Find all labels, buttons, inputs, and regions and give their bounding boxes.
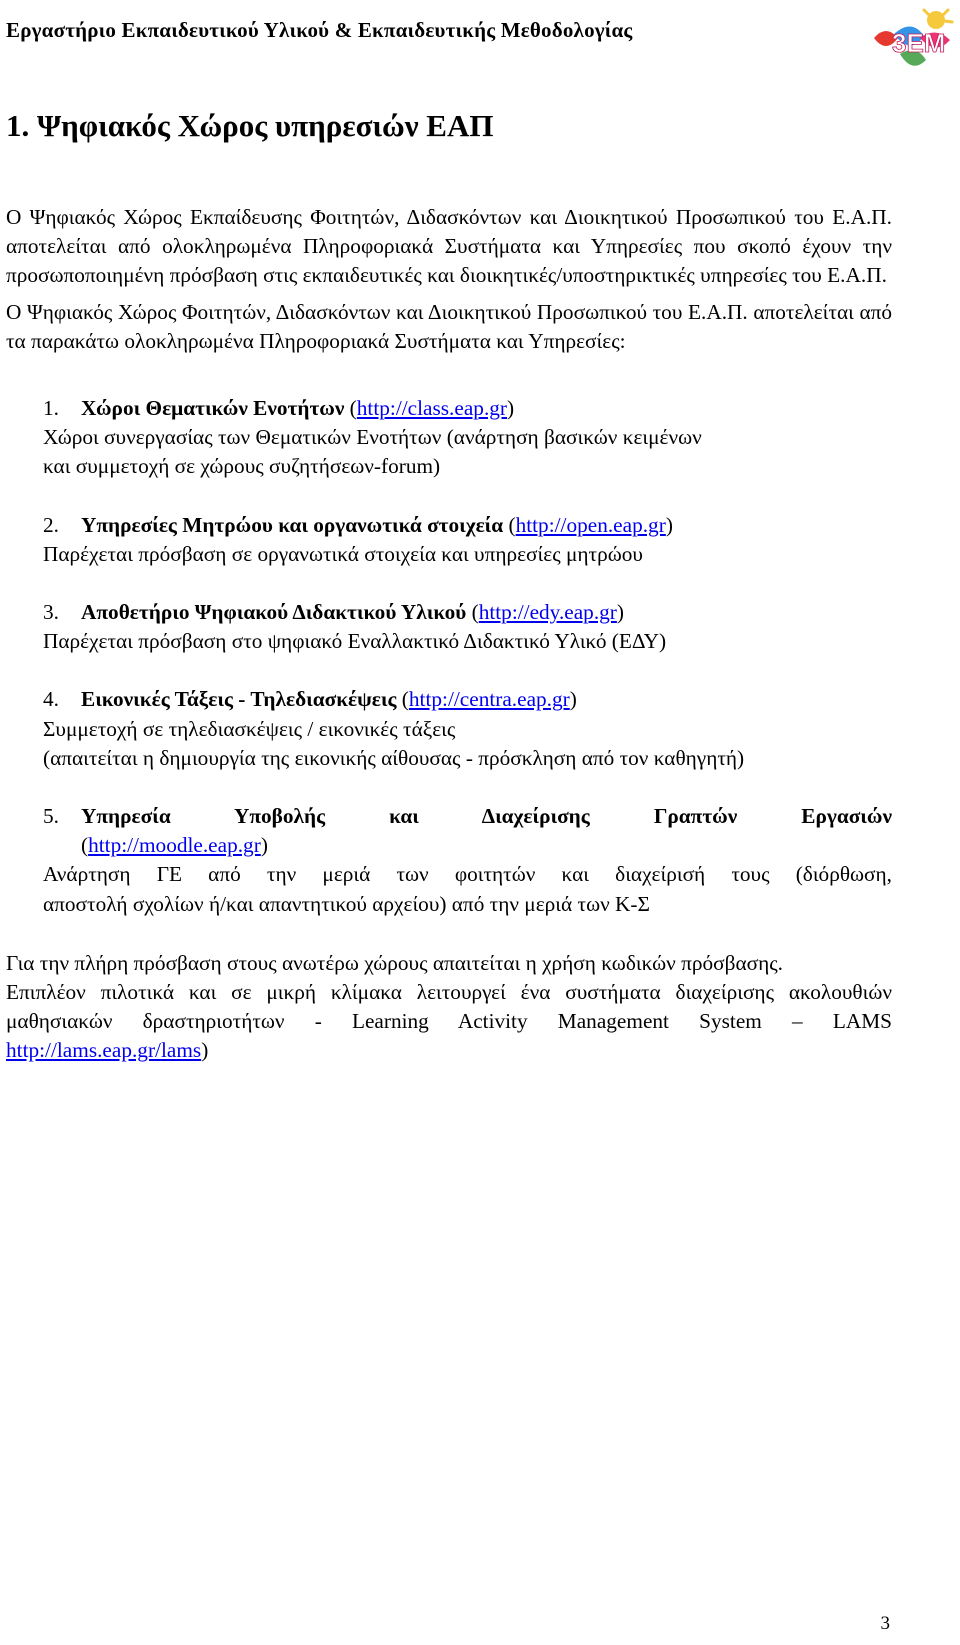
service-description: Παρέχεται πρόσβαση σε οργανωτικά στοιχεία και υπηρεσίες μητρώου — [43, 541, 643, 566]
service-description: Παρέχεται πρόσβαση στο ψηφιακό Εναλλακτικό Διδακτικό Υλικό (ΕΔΥ) — [43, 629, 667, 654]
service-name: Υπηρεσία Υποβολής και Διαχείρισης Γραπτών Εργασιών — [81, 804, 892, 829]
service-number: 1. — [43, 396, 59, 421]
service-description: και συμμετοχή σε χώρους συζητήσεων-forum) — [43, 454, 441, 479]
services-list — [6, 394, 892, 919]
service-link[interactable]: http://open.eap.gr — [515, 512, 666, 537]
list-item: 4. Εικονικές Τάξεις - Τηλεδιασκέψεις (http://centra.eap.gr) Συμμετοχή σε τηλεδιασκέψεις / εικονικές τάξεις (απαιτείται η δημιουργία της εικονικής αίθουσας - πρόσκληση από τον καθηγητή) — [6, 685, 892, 773]
list-item: 2. Υπηρεσίες Μητρώου και οργανωτικά στοιχεία (http://open.eap.gr) Παρέχεται πρόσβαση σε οργανωτικά στοιχεία και υπηρεσίες μητρώου — [6, 511, 892, 569]
lab-logo — [864, 4, 960, 84]
service-name: Αποθετήριο Ψηφιακού Διδακτικού Υλικού — [81, 600, 467, 625]
service-number: 4. — [43, 687, 59, 712]
page-number: 3 — [880, 1613, 890, 1634]
service-link[interactable]: http://edy.eap.gr — [478, 600, 617, 625]
service-name: Χώροι Θεματικών Ενοτήτων — [81, 396, 345, 421]
service-name: Υπηρεσίες Μητρώου και οργανωτικά στοιχεία — [81, 512, 504, 537]
document-body — [6, 203, 892, 1066]
lams-link[interactable]: http://lams.eap.gr/lams — [6, 1038, 202, 1063]
lams-paragraph — [6, 978, 892, 1066]
section-heading: 1. Ψηφιακός Χώρος υπηρεσιών ΕΑΠ — [6, 108, 494, 143]
access-paragraph: Για την πλήρη πρόσβαση στους ανωτέρω χώρους απαιτείται η χρήση κωδικών πρόσβασης. — [6, 950, 783, 975]
logo-text: 3ΕΜ — [892, 28, 946, 58]
header-title: Εργαστήριο Εκπαιδευτικού Υλικού & Εκπαιδευτικής Μεθοδολογίας — [6, 18, 633, 42]
list-item: 3. Αποθετήριο Ψηφιακού Διδακτικού Υλικού (http://edy.eap.gr) Παρέχεται πρόσβαση στο ψηφιακό Εναλλακτικό Διδακτικό Υλικό (ΕΔΥ) — [6, 598, 892, 656]
service-description: αποστολή σχολίων ή/και απαντητικού αρχείου) από την μεριά των Κ-Σ — [43, 891, 650, 916]
service-description: Χώροι συνεργασίας των Θεματικών Ενοτήτων (ανάρτηση βασικών κειμένων — [43, 425, 702, 450]
service-number: 2. — [43, 512, 59, 537]
service-link[interactable]: http://centra.eap.gr — [408, 687, 570, 712]
page-header — [6, 14, 946, 86]
list-item: 5. Υπηρεσία Υποβολής και Διαχείρισης Γραπτών Εργασιών (http://moodle.eap.gr) Ανάρτηση ΓΕ από την μεριά των φοιτητών και διαχείρισή τους (διόρθωση, αποστολή σχολίων ή/και απαντητικού αρχείου) από την μεριά των Κ-Σ — [6, 802, 892, 919]
intro-paragraph-2: Ο Ψηφιακός Χώρος Φοιτητών, Διδασκόντων και Διοικητικού Προσωπικού του Ε.Α.Π. αποτελείται από τα παρακάτω ολοκληρωμένα Πληροφοριακά Συστήματα και Υπηρεσίες: — [6, 299, 892, 353]
service-number: 5. — [43, 804, 59, 829]
service-name: Εικονικές Τάξεις - Τηλεδιασκέψεις — [81, 687, 397, 712]
service-description: (απαιτείται η δημιουργία της εικονικής αίθουσας - πρόσκληση από τον καθηγητή) — [43, 745, 745, 770]
service-link[interactable]: http://class.eap.gr — [356, 396, 508, 421]
lams-closing-paren: ) — [201, 1038, 209, 1063]
service-number: 3. — [43, 600, 59, 625]
intro-paragraph-1: Ο Ψηφιακός Χώρος Εκπαίδευσης Φοιτητών, Διδασκόντων και Διοικητικού Προσωπικού του Ε.Α.Π. αποτελείται από ολοκληρωμένα Πληροφοριακά Συστήματα και Υπηρεσίες που σκοπό έχουν την προσωποποιημένη πρόσβαση στις εκπαιδευτικές και διοικητικές/υποστηρικτικές υπηρεσίες του Ε.Α.Π. — [6, 205, 892, 288]
service-description: Συμμετοχή σε τηλεδιασκέψεις / εικονικές τάξεις — [43, 716, 456, 741]
service-description: Ανάρτηση ΓΕ από την μεριά των φοιτητών και διαχείρισή τους (διόρθωση, — [43, 862, 892, 887]
lams-text: Επιπλέον πιλοτικά και σε μικρή κλίμακα λειτουργεί ένα συστήματα διαχείρισης ακολουθιών μαθησιακών δραστηριοτήτων - Learning Activity Management System – LAMS — [6, 980, 892, 1034]
service-link[interactable]: http://moodle.eap.gr — [88, 833, 261, 858]
list-item: 1. Χώροι Θεματικών Ενοτήτων (http://class.eap.gr) Χώροι συνεργασίας των Θεματικών Ενοτήτων (ανάρτηση βασικών κειμένων και συμμετοχή σε χώρους συζητήσεων-forum) — [6, 394, 892, 482]
